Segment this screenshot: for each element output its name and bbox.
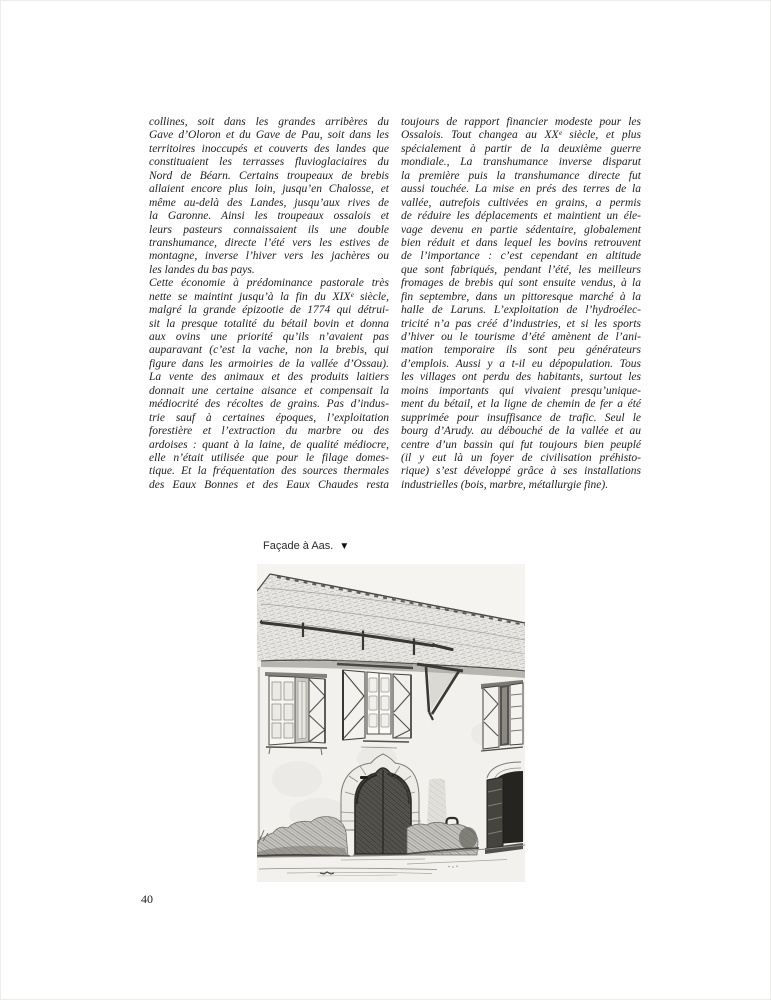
caption-marker-icon: ▼ <box>339 540 350 552</box>
text-line: Nord de Béarn. Certains troupeaux de brebis <box>149 169 389 182</box>
text-line: ardoises : quant à la laine, de qualité médiocre, <box>149 438 389 451</box>
text-line: la première puis la transhumance directe fut <box>401 169 641 182</box>
text-line: elle n’était utilisée que pour le filage domes- <box>149 451 389 464</box>
text-line: auparavant (c’est la vache, non la brebis, qui <box>149 344 389 357</box>
text-line: collines, soit dans les grandes arribères du <box>149 116 389 128</box>
window-right <box>481 680 523 751</box>
text-line: d’hiver ou le tourisme d’été amènent de l’ani- <box>401 331 641 343</box>
text-line: les landes du bas pays. <box>149 263 255 276</box>
text-line: toujours de rapport financier modeste pour les <box>401 116 641 128</box>
text-line: de réduire les déplacements et maintient un éle- <box>401 210 641 223</box>
text-line: supprimée pour insuffisance de trafic. Seul le <box>401 411 641 424</box>
text-line: Ossalois. Tout changea au XXᵉ siècle, et plus <box>401 129 641 142</box>
page-number: 40 <box>141 892 153 906</box>
text-line: fromages de brebis qui sont ensuite vendus, à la <box>401 277 641 290</box>
text-columns <box>149 116 641 492</box>
figure-drawing-frame <box>257 564 525 896</box>
text-line: halle de Laruns. L’exploitation de l’hydroélec- <box>401 304 641 317</box>
text-line: Cette économie à prédominance pastorale très <box>149 277 389 290</box>
text-line: vallée, autrefois cultivées en grains, a permis <box>401 196 641 209</box>
window-left <box>265 672 327 755</box>
text-line: forestière et l’extraction du marbre ou des <box>149 425 389 438</box>
text-line: des Eaux Bonnes et des Eaux Chaudes resta <box>149 478 389 491</box>
text-line: tique. Et la fréquentation des sources thermales <box>149 465 389 478</box>
text-line: tricité n’a pas créé d’industries, et si les sports <box>401 317 641 330</box>
text-line: ment du bétail, et la ligne de chemin de fer a été <box>401 398 641 411</box>
text-line: les villages ont perdu des habitants, surtout les <box>401 371 641 384</box>
text-line: leurs pasteurs connaissaient ils une double <box>149 223 389 236</box>
text-line: même au-delà des Landes, jusqu’aux rives de <box>149 196 389 209</box>
text-line: médiocrité des récoltes de grains. Pas d’indus- <box>149 398 389 411</box>
text-line: sit la presque totalité du bétail bovin et donna <box>149 317 389 330</box>
text-line: que sont fabriqués, pendant l’été, les meilleurs <box>401 263 641 276</box>
text-line: allaient encore plus loin, jusqu’en Chalosse, et <box>149 183 389 196</box>
text-line: trie sauf à certaines époques, l’exploitation <box>149 411 389 424</box>
text-line: de l’importance : c’est cependant en altitude <box>401 250 641 263</box>
text-line: d’emplois. Aussi y a t-il eu dépopulation. Tous <box>401 357 641 370</box>
text-line: spécialement à partir de la deuxième guerre <box>401 142 641 155</box>
text-line: montagne, inverse l’hiver vers les jachères ou <box>149 250 389 263</box>
text-line: mation temporaire ils sont peu générateurs <box>401 344 641 357</box>
text-line: bourg d’Arudy. au débouché de la vallée et au <box>401 425 641 438</box>
text-line: malgré la grande épizootie de 1774 qui détrui- <box>149 304 389 317</box>
figure-caption <box>263 540 349 552</box>
text-line: industrielles (bois, marbre, métallurgie fine). <box>401 478 609 491</box>
text-line: la Garonne. Ainsi les troupeaux ossalois et <box>149 210 389 223</box>
text-line: mondiale., La transhumance inverse disparut <box>401 156 641 169</box>
text-line: moins importants qui vivaient presqu’unique- <box>401 384 641 397</box>
text-line: donnait une certaine aisance et compensait la <box>149 384 389 397</box>
column-left <box>149 116 389 492</box>
text-line: rique) s’est développé grâce à ses installations <box>401 465 641 478</box>
text-line: vage devenu en partie sédentaire, globalement <box>401 223 641 236</box>
text-line: territoires inoccupés et couverts des landes que <box>149 142 389 155</box>
facade-drawing <box>257 564 525 896</box>
text-line: aux ovins une priorité qu’ils n’avaient pas <box>149 331 389 343</box>
text-line: transhumance, directe l’été vers les estives de <box>149 236 389 249</box>
text-line: bien réduit et dans lequel les bovins retrouvent <box>401 236 641 249</box>
text-line: aussi touchée. La mise en prés des terres de la <box>401 183 641 196</box>
text-line: constituaient les terrasses fluvioglaciaires du <box>149 156 389 169</box>
text-line: centre d’un bassin qui fut toujours bien peuplé <box>401 438 641 451</box>
column-right <box>401 116 641 492</box>
text-line: nette se maintint jusqu’à la fin du XIXᵉ siècle, <box>149 290 389 303</box>
text-line: La vente des animaux et des produits laitiers <box>149 371 389 384</box>
text-line: Gave d’Oloron et du Gave de Pau, soit dans les <box>149 129 389 142</box>
text-line: fin septembre, dans un pittoresque marché à la <box>401 290 641 303</box>
text-line: figure dans les armoiries de la vallée d’Ossau). <box>149 357 389 370</box>
figure-caption-text: Façade à Aas. <box>263 540 334 552</box>
text-line: (il y eut là un foyer de civilisation préhisto- <box>401 451 641 464</box>
